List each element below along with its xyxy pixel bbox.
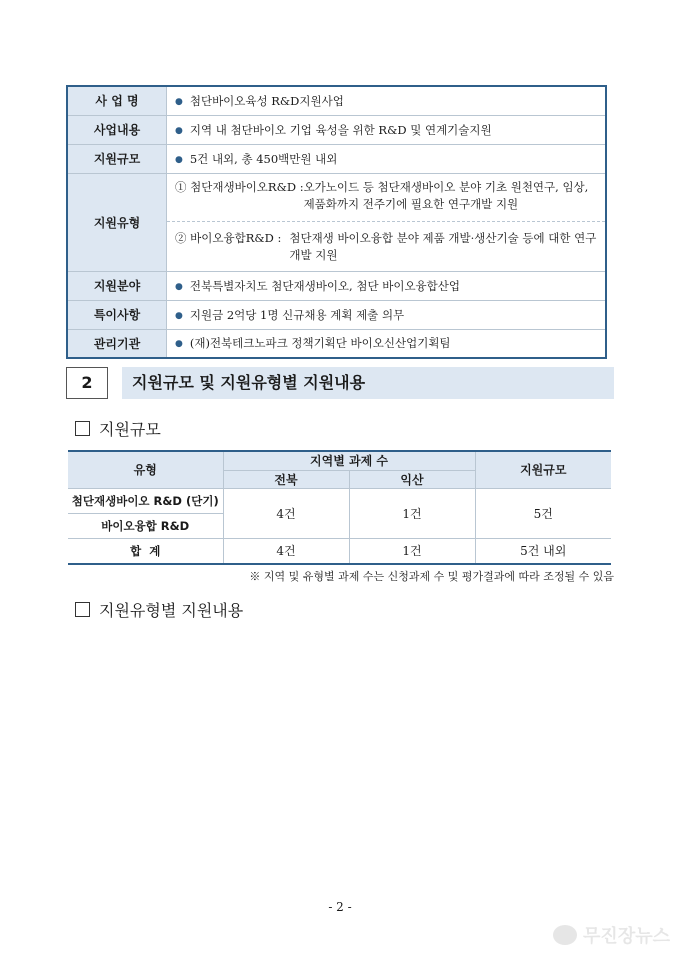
row-header: 지원규모 — [67, 144, 167, 173]
header-regional: 지역별 과제 수 — [223, 451, 475, 470]
row-header: 지원유형 — [67, 173, 167, 271]
support-scale-table — [68, 450, 611, 565]
iksan-count: 1건 — [349, 488, 475, 538]
watermark — [553, 922, 670, 948]
jeonbuk-count: 4건 — [223, 488, 349, 538]
row-header: 관리기관 — [67, 329, 167, 358]
cloud-logo-icon — [553, 925, 577, 945]
row-value — [167, 144, 607, 173]
category-cell: 첨단재생바이오 R&D (단기) — [68, 488, 223, 513]
bullet-icon: ● — [175, 125, 183, 136]
total-row — [68, 538, 611, 564]
header-type: 유형 — [68, 451, 223, 488]
support-type-label: ① 첨단재생바이오R&D : — [175, 179, 304, 194]
row-header: 사 업 명 — [67, 86, 167, 115]
row-value-text: 5건 내외, 총 450백만원 내외 — [189, 151, 338, 166]
category-cell: 바이오융합 R&D — [68, 513, 223, 538]
row-value — [167, 329, 607, 358]
summary-row — [67, 86, 606, 115]
row-value-text: (재)전북테크노파크 정책기획단 바이오신산업기획팀 — [189, 336, 451, 351]
bullet-icon: ● — [175, 310, 183, 321]
row-header: 지원분야 — [67, 271, 167, 300]
total-label: 합 계 — [68, 538, 223, 564]
bullet-icon: ● — [175, 154, 183, 165]
page-number: - 2 - — [328, 900, 352, 914]
subheading-text: 지원유형별 지원내용 — [99, 601, 244, 620]
support-type-item — [167, 175, 605, 222]
subheading-types — [75, 598, 243, 621]
summary-row — [67, 173, 606, 271]
row-value — [167, 86, 607, 115]
support-type-item — [167, 222, 605, 270]
section-number: 2 — [66, 367, 108, 399]
checkbox-square-icon — [75, 602, 90, 617]
table-row — [68, 488, 611, 513]
row-value — [167, 271, 607, 300]
footnote: ※ 지역 및 유형별 과제 수는 신청과제 수 및 평가결과에 따라 조정될 수 있음 — [249, 570, 614, 583]
row-value — [167, 300, 607, 329]
row-value-text: 전북특별자치도 첨단재생바이오, 첨단 바이오융합산업 — [189, 278, 460, 293]
row-value-text: 첨단바이오육성 R&D지원사업 — [189, 93, 344, 108]
subheading-scale — [75, 417, 161, 440]
bullet-icon: ● — [175, 339, 183, 350]
subheading-text: 지원규모 — [99, 420, 161, 439]
summary-row — [67, 271, 606, 300]
bullet-icon: ● — [175, 96, 183, 107]
total-jeonbuk: 4건 — [223, 538, 349, 564]
support-types-cell — [167, 173, 607, 271]
header-row — [68, 451, 611, 470]
support-type-line — [175, 179, 601, 213]
watermark-text: 무진장뉴스 — [583, 926, 670, 947]
row-header: 특이사항 — [67, 300, 167, 329]
bullet-icon: ● — [175, 281, 183, 292]
support-type-line — [175, 230, 601, 264]
header-iksan: 익산 — [349, 470, 475, 488]
row-header: 사업내용 — [67, 115, 167, 144]
row-value — [167, 115, 607, 144]
scale-count: 5건 — [475, 488, 611, 538]
header-scale: 지원규모 — [475, 451, 611, 488]
checkbox-square-icon — [75, 421, 90, 436]
project-summary-table — [66, 85, 607, 359]
summary-row — [67, 144, 606, 173]
support-type-text: 첨단재생 바이오융합 분야 제품 개발·생산기술 등에 대한 연구개발 지원 — [289, 230, 597, 262]
total-scale: 5건 내외 — [475, 538, 611, 564]
support-type-label: ② 바이오융합R&D : — [175, 230, 282, 245]
section-header — [66, 367, 614, 399]
row-value-text: 지원금 2억당 1명 신규채용 계획 제출 의무 — [189, 307, 405, 322]
section-title: 지원규모 및 지원유형별 지원내용 — [122, 367, 614, 399]
summary-row — [67, 329, 606, 358]
summary-row — [67, 115, 606, 144]
summary-row — [67, 300, 606, 329]
total-iksan: 1건 — [349, 538, 475, 564]
row-value-text: 지역 내 첨단바이오 기업 육성을 위한 R&D 및 연계기술지원 — [189, 122, 492, 137]
support-type-text: 오가노이드 등 첨단재생바이오 분야 기초 원천연구, 임상, 제품화까지 전주기에 필요한 연구개발 지원 — [303, 179, 589, 211]
header-jeonbuk: 전북 — [223, 470, 349, 488]
